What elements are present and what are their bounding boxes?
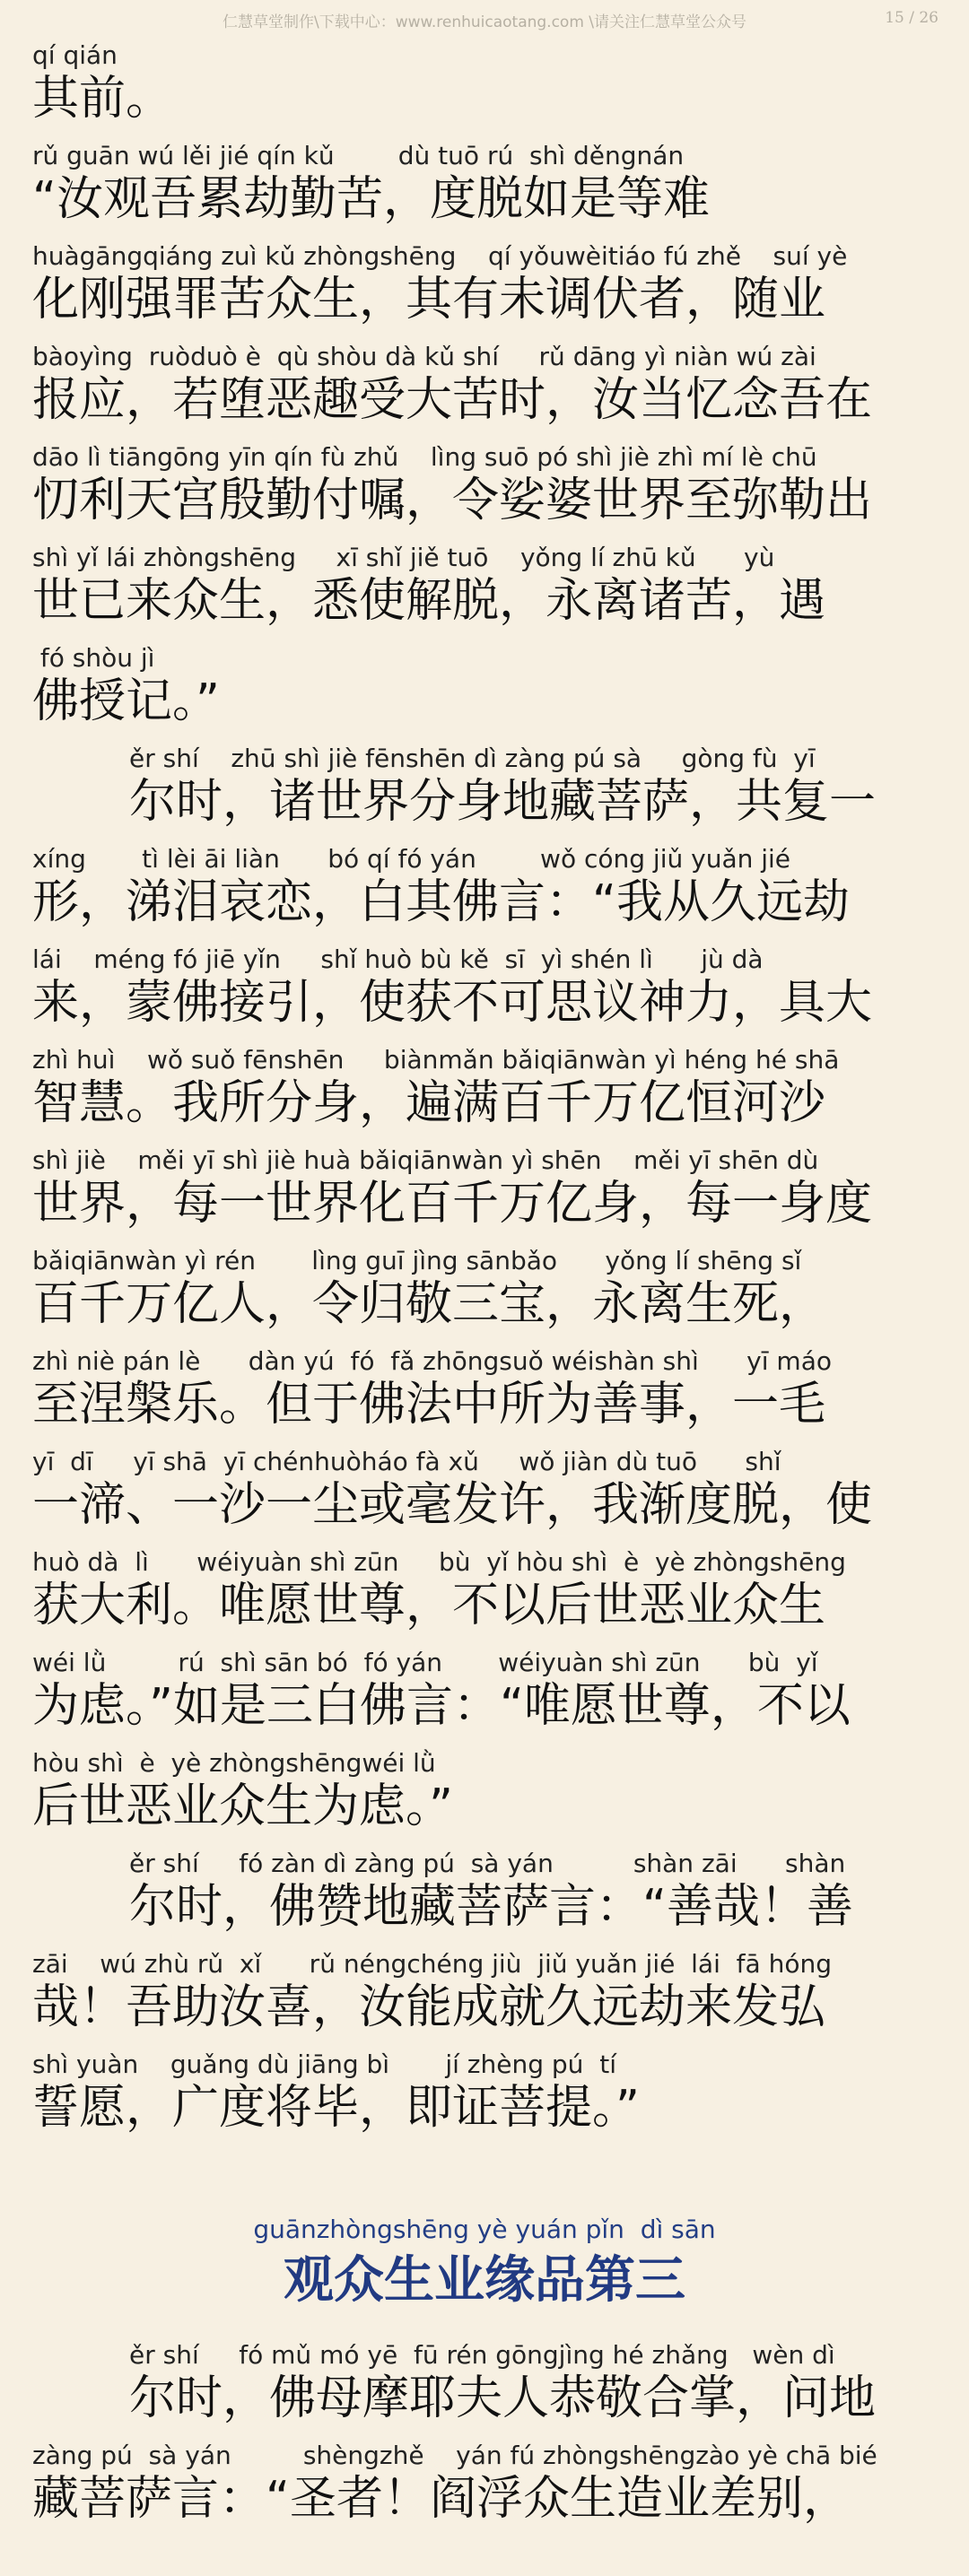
page-number: 15 / 26 bbox=[885, 9, 938, 27]
hanzi-line: 尔时，佛母摩耶夫人恭敬合掌，问地 bbox=[129, 2371, 877, 2425]
pinyin-line: lái méng fó jiē yǐn shǐ huò bù kě sī yì shén lì jù dà bbox=[32, 944, 764, 974]
text-line bbox=[32, 938, 937, 1039]
hanzi-line: 获大利。唯愿世尊，不以后世恶业众生 bbox=[32, 1579, 826, 1632]
pinyin-line: shì yuàn guǎng dù jiāng bì jí zhèng pú tí bbox=[32, 2049, 616, 2079]
text-line bbox=[32, 838, 937, 938]
hanzi-line: 誓愿，广度将毕，即证菩提。” bbox=[32, 2081, 640, 2135]
hanzi-line: 一渧、一沙一尘或毫发许，我渐度脱，使 bbox=[32, 1478, 873, 1532]
pinyin-line: bǎiqiānwàn yì rén lìng guī jìng sānbǎo yǒng lí shēng sǐ bbox=[32, 1246, 802, 1275]
hanzi-line: 后世恶业众生为虑。” bbox=[32, 1780, 453, 1833]
text-line bbox=[32, 1340, 937, 1440]
pinyin-line: shì jiè měi yī shì jiè huà bǎiqiānwàn yì shēn měi yī shēn dù bbox=[32, 1145, 819, 1175]
text-line bbox=[32, 1039, 937, 1139]
chapter-pinyin: guānzhòngshēng yè yuán pǐn dì sān bbox=[253, 2215, 716, 2244]
text-line bbox=[32, 1842, 937, 1943]
hanzi-line: 至涅槃乐。但于佛法中所为善事，一毛 bbox=[32, 1378, 826, 1432]
pinyin-line: rǔ guān wú lěi jié qín kǔ dù tuō rú shì děngnán bbox=[32, 141, 685, 170]
hanzi-line: 藏菩萨言：“圣者！阎浮众生造业差别， bbox=[32, 2472, 850, 2526]
text-line bbox=[32, 637, 937, 737]
pinyin-line: zhì niè pán lè dàn yú fó fǎ zhōngsuǒ wéishàn shì yī máo bbox=[32, 1346, 832, 1376]
hanzi-line: 报应，若堕恶趣受大苦时，汝当忆念吾在 bbox=[32, 373, 873, 427]
text-line bbox=[32, 1139, 937, 1240]
section-spacer bbox=[32, 2144, 937, 2205]
text-line bbox=[32, 2334, 937, 2434]
hanzi-line: 世界，每一世界化百千万亿身，每一身度 bbox=[32, 1177, 873, 1231]
text-line bbox=[32, 436, 937, 536]
pinyin-line: wéi lǜ rú shì sān bó fó yán wéiyuàn shì zūn bù yǐ bbox=[32, 1648, 818, 1677]
text-line bbox=[32, 235, 937, 335]
pinyin-line: ěr shí fó zàn dì zàng pú sà yán shàn zāi shàn bbox=[129, 1849, 846, 1878]
pinyin-line: zhì huì wǒ suǒ fēnshēn biànmǎn bǎiqiānwàn yì héng hé shā bbox=[32, 1045, 840, 1075]
text-line bbox=[32, 34, 937, 135]
hanzi-line: 哉！吾助汝喜，汝能成就久远劫来发弘 bbox=[32, 1980, 826, 2034]
pinyin-line: yī dī yī shā yī chénhuòháo fà xǔ wǒ jiàn dù tuō shǐ bbox=[32, 1447, 781, 1476]
hanzi-line: 来，蒙佛接引，使获不可思议神力，具大 bbox=[32, 976, 873, 1030]
text-line bbox=[32, 2434, 937, 2535]
text-line bbox=[32, 1641, 937, 1742]
text-line bbox=[32, 737, 937, 838]
text-line bbox=[32, 1440, 937, 1541]
hanzi-line: 尔时，诸世界分身地藏菩萨，共复一 bbox=[129, 775, 877, 829]
hanzi-line: 为虑。”如是三白佛言：“唯愿世尊，不以 bbox=[32, 1679, 851, 1733]
scripture-text bbox=[32, 34, 937, 2535]
text-line bbox=[32, 2043, 937, 2144]
hanzi-line: 形，涕泪哀恋，白其佛言：“我从久远劫 bbox=[32, 875, 850, 929]
hanzi-line: 世已来众生，悉使解脱，永离诸苦，遇 bbox=[32, 574, 826, 628]
hanzi-line: “汝观吾累劫勤苦，度脱如是等难 bbox=[32, 172, 710, 226]
hanzi-line: 尔时，佛赞地藏菩萨言：“善哉！善 bbox=[129, 1880, 853, 1934]
pinyin-line: fó shòu jì bbox=[32, 643, 155, 673]
text-line bbox=[32, 1742, 937, 1842]
pinyin-line: shì yǐ lái zhòngshēng xī shǐ jiě tuō yǒng lí zhū kǔ yù bbox=[32, 543, 775, 572]
hanzi-line: 百千万亿人，令归敬三宝，永离生死， bbox=[32, 1277, 826, 1331]
header-banner: 仁慧草堂制作\下载中心：www.renhuicaotang.com \请关注仁慧草堂公众号 bbox=[222, 13, 747, 31]
chapter-heading bbox=[32, 2205, 937, 2334]
pinyin-line: hòu shì è yè zhòngshēngwéi lǜ bbox=[32, 1748, 436, 1778]
pinyin-line: huò dà lì wéiyuàn shì zūn bù yǐ hòu shì è yè zhòngshēng bbox=[32, 1547, 846, 1577]
pinyin-line: xíng tì lèi āi liàn bó qí fó yán wǒ cóng jiǔ yuǎn jié bbox=[32, 844, 791, 874]
text-line bbox=[32, 536, 937, 637]
hanzi-line: 智慧。我所分身，遍满百千万亿恒河沙 bbox=[32, 1076, 826, 1130]
chapter-title: 观众生业缘品第三 bbox=[284, 2250, 685, 2310]
hanzi-line: 其前。 bbox=[32, 72, 173, 126]
text-line bbox=[32, 1240, 937, 1340]
pinyin-line: ěr shí fó mǔ mó yē fū rén gōngjìng hé zhǎng wèn dì bbox=[129, 2340, 835, 2370]
text-line bbox=[32, 1943, 937, 2043]
pinyin-line: bàoyìng ruòduò è qù shòu dà kǔ shí rǔ dāng yì niàn wú zài bbox=[32, 342, 816, 371]
pinyin-line: huàgāngqiáng zuì kǔ zhòngshēng qí yǒuwèitiáo fú zhě suí yè bbox=[32, 241, 848, 271]
text-line bbox=[32, 335, 937, 436]
pinyin-line: zāi wú zhù rǔ xǐ rǔ néngchéng jiù jiǔ yuǎn jié lái fā hóng bbox=[32, 1949, 832, 1979]
pinyin-line: qí qián bbox=[32, 40, 118, 70]
hanzi-line: 佛授记。” bbox=[32, 674, 220, 728]
pinyin-line: ěr shí zhū shì jiè fēnshēn dì zàng pú sà gòng fù yī bbox=[129, 744, 816, 773]
pinyin-line: dāo lì tiāngōng yīn qín fù zhǔ lìng suō pó shì jiè zhì mí lè chū bbox=[32, 442, 817, 472]
text-line bbox=[32, 135, 937, 235]
hanzi-line: 化刚强罪苦众生，其有未调伏者，随业 bbox=[32, 273, 826, 326]
hanzi-line: 忉利天宫殷勤付嘱，令娑婆世界至弥勒出 bbox=[32, 474, 873, 527]
text-line bbox=[32, 1541, 937, 1641]
pinyin-line: zàng pú sà yán shèngzhě yán fú zhòngshēngzào yè chā bié bbox=[32, 2441, 877, 2470]
